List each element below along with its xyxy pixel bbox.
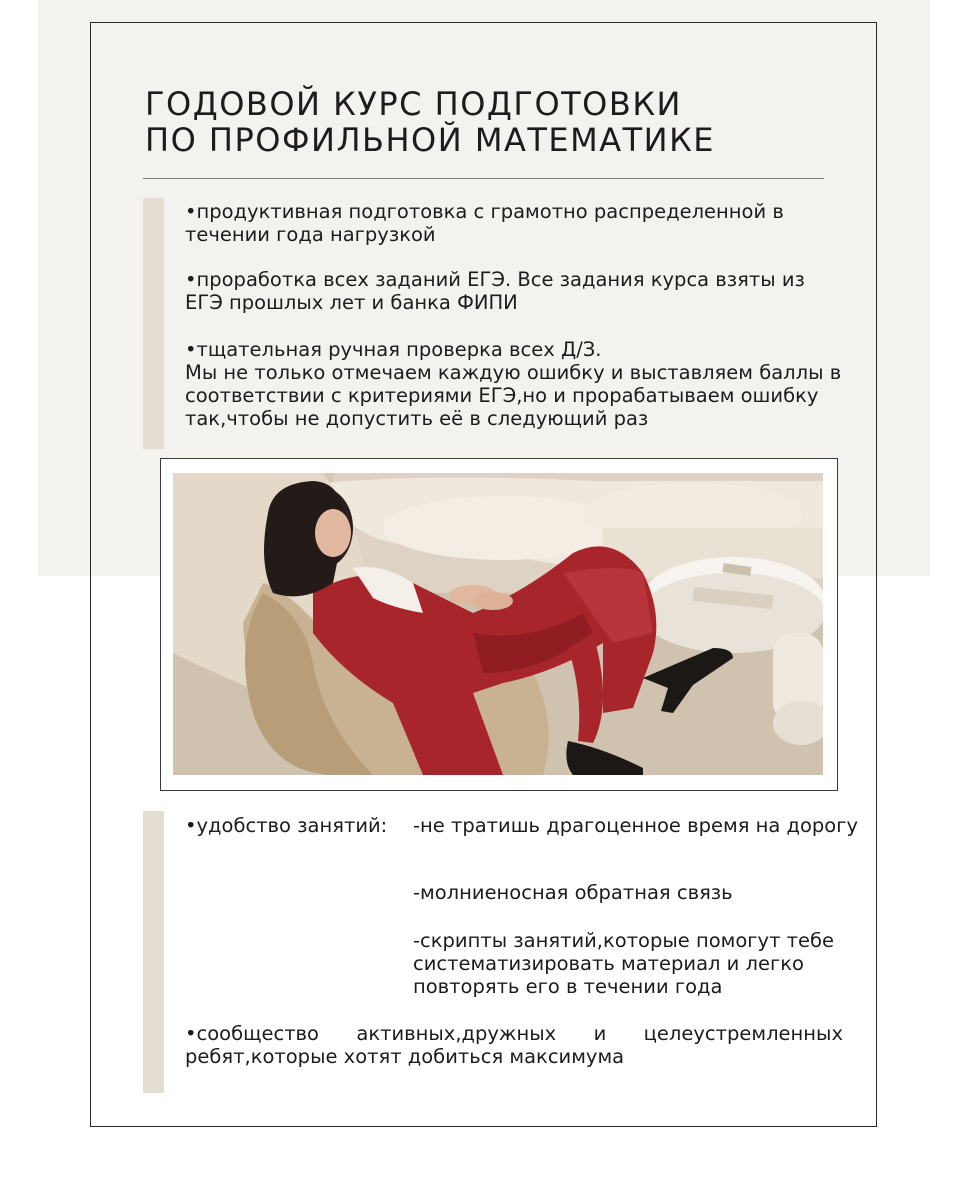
accent-bar-top <box>143 198 164 449</box>
benefit-productive-preparation <box>185 200 845 246</box>
benefit-detail-text: Мы не только отмечаем каждую ошибку и выставляем баллы в соответствии с критериями ЕГЭ,но и прорабатываем ошибку так,чтобы не допустить её в следующий раз <box>185 361 842 430</box>
benefit-text: •проработка всех заданий ЕГЭ. Все задания курса взяты из ЕГЭ прошлых лет и банка ФИПИ <box>185 268 805 314</box>
convenience-item-fast-feedback: -молниеносная обратная связь <box>413 881 733 904</box>
community-text: •сообщество активных,дружных и целеустремленных ребят,которые хотят добиться максимума <box>185 1022 843 1068</box>
title-line-2: ПО ПРОФИЛЬНОЙ МАТЕМАТИКЕ <box>145 121 716 159</box>
benefit-text: •тщательная ручная проверка всех Д/З. <box>185 338 602 361</box>
convenience-item-lesson-scripts: -скрипты занятий,которые помогут тебе систематизировать материал и легко повторять его в течении года <box>413 929 835 998</box>
benefit-all-exam-tasks <box>185 268 845 314</box>
title-line-1: ГОДОВОЙ КУРС ПОДГОТОВКИ <box>145 85 682 123</box>
benefit-homework-check <box>185 338 865 430</box>
page-title <box>145 86 715 158</box>
benefit-text: •продуктивная подготовка с грамотно распределенной в течении года нагрузкой <box>185 200 784 246</box>
teacher-photo-illustration <box>173 473 823 775</box>
accent-bar-bottom <box>143 811 164 1093</box>
convenience-item-no-commute: -не тратишь драгоценное время на дорогу <box>413 814 859 837</box>
title-divider <box>143 178 824 179</box>
teacher-photo <box>173 473 823 775</box>
convenience-label: •удобство занятий: <box>185 814 388 837</box>
